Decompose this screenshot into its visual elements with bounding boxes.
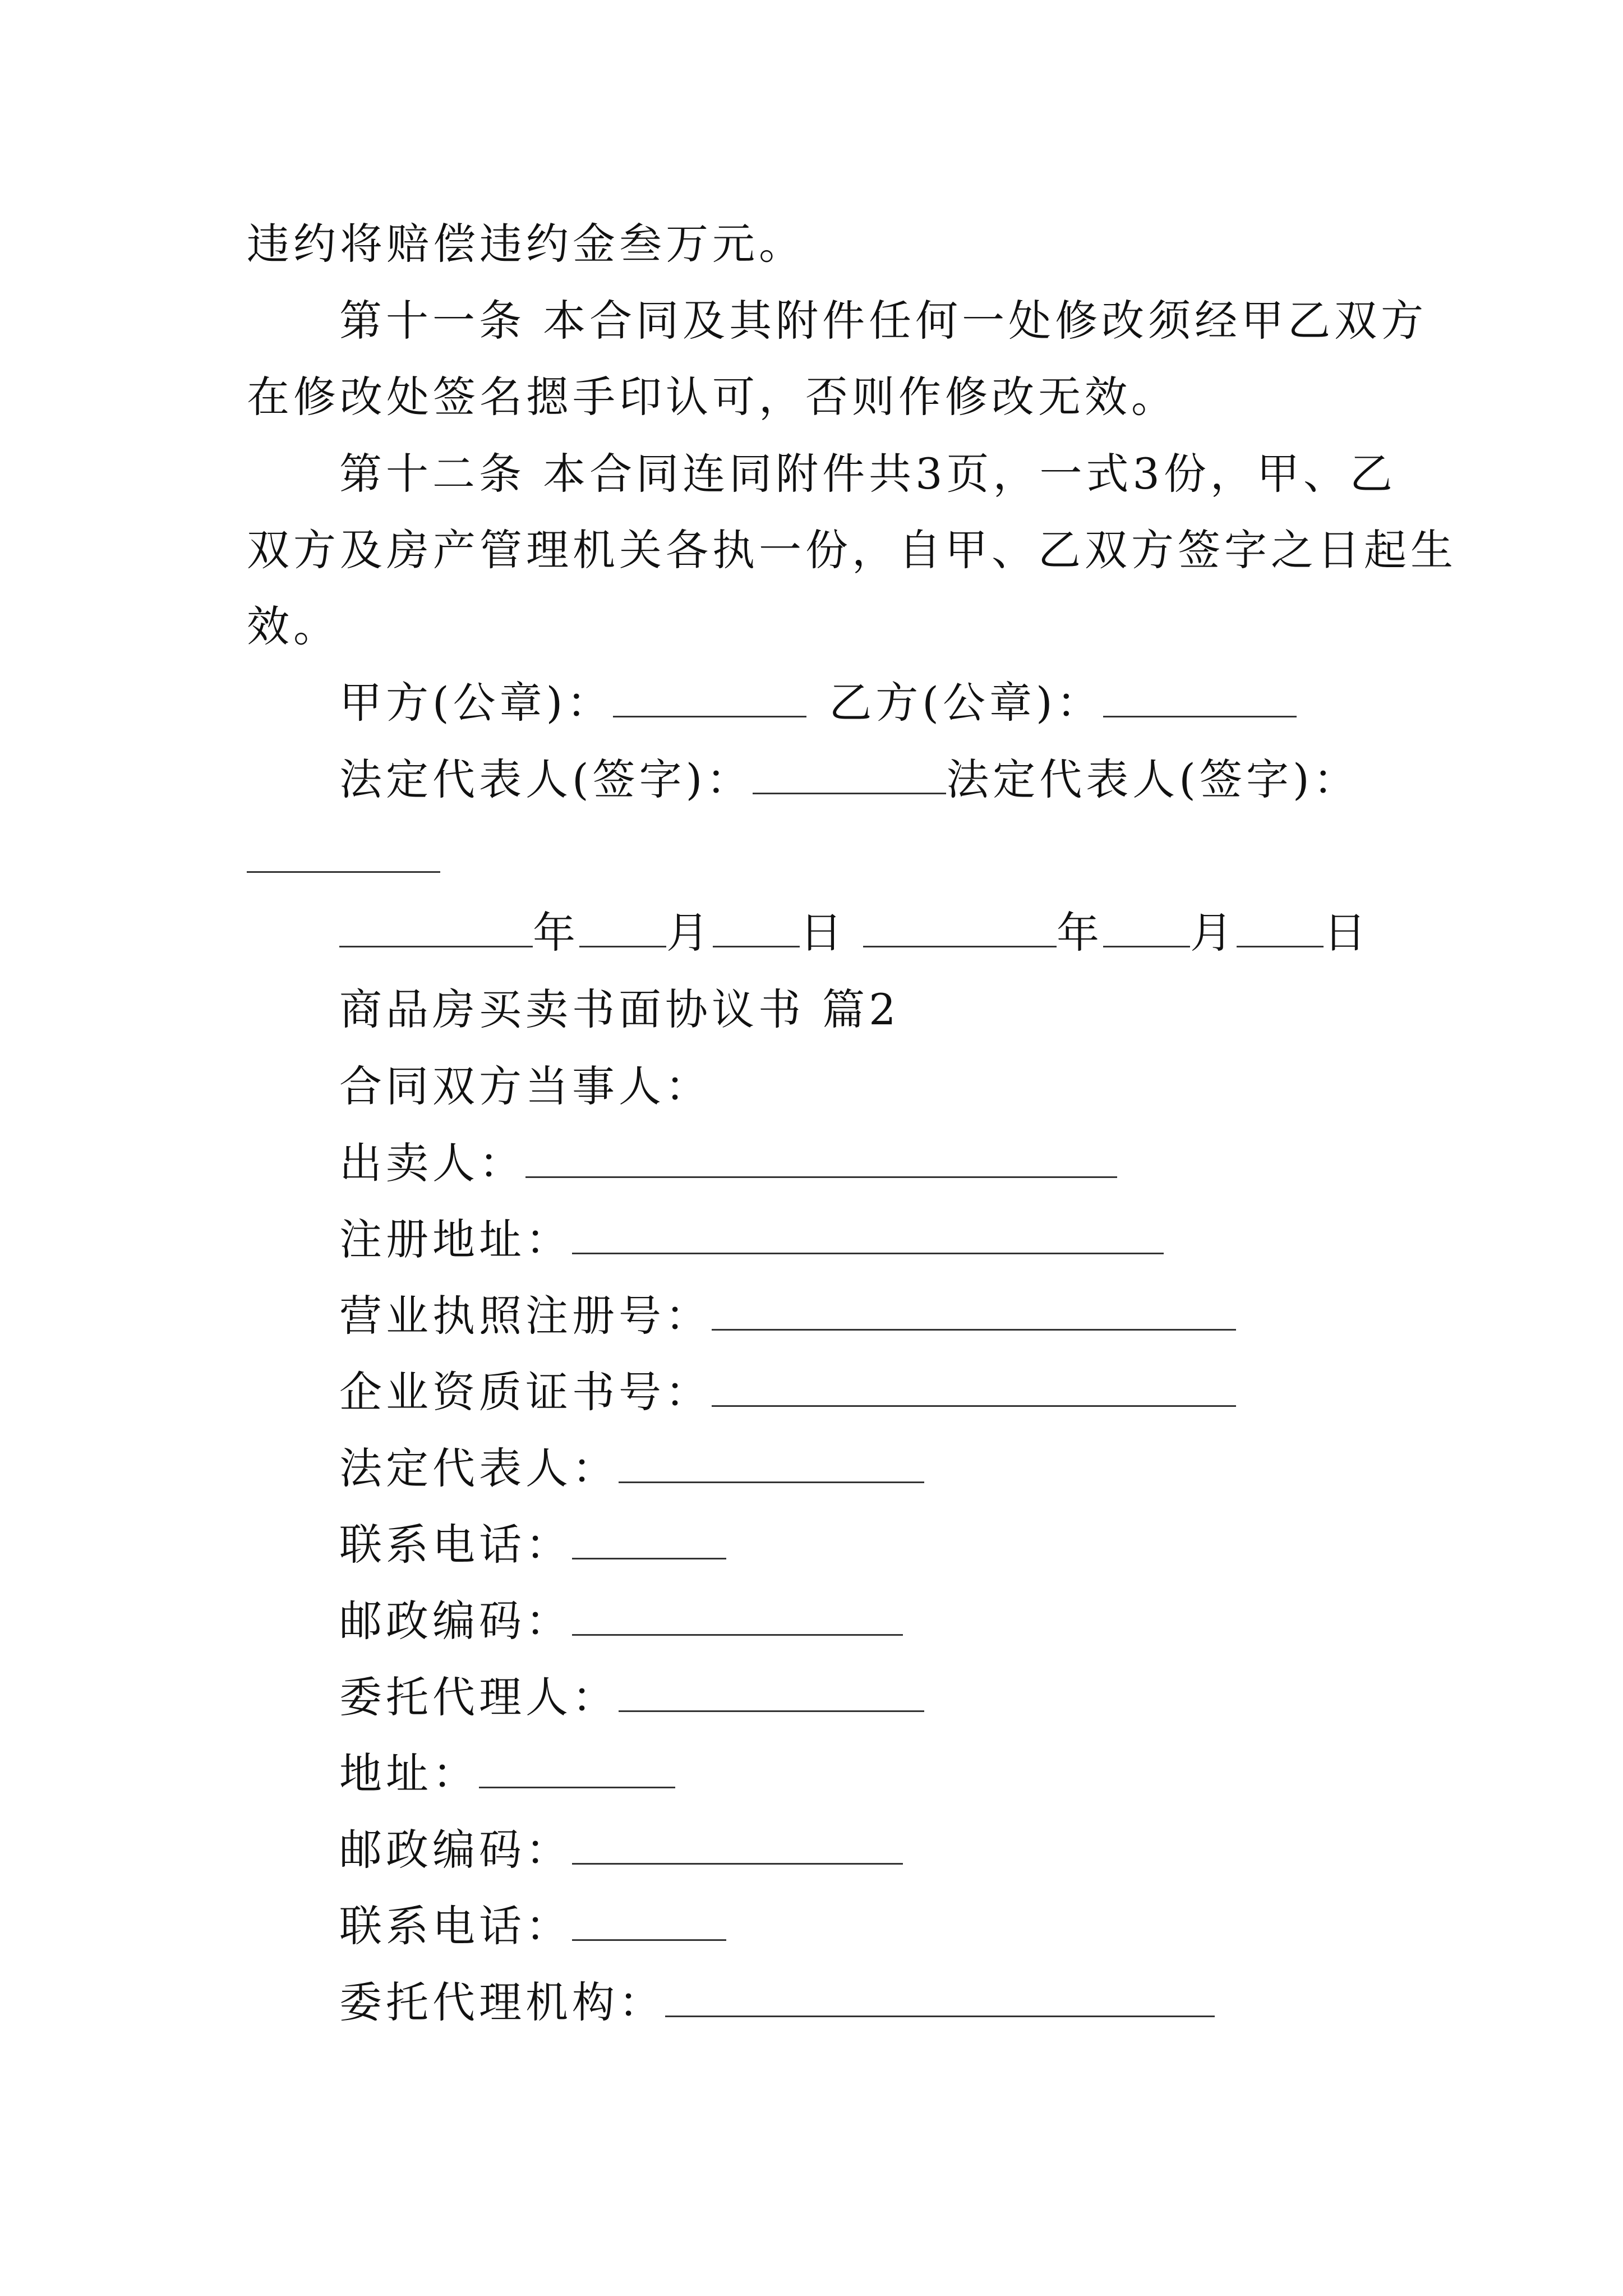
field-label: 委托代理人： [339, 1672, 619, 1722]
section-2-title: 商品房买卖书面协议书 篇2 [339, 984, 900, 1034]
month-blank-b[interactable] [1103, 911, 1190, 947]
article-11-line: 第十一条 本合同及其附件任何一处修改须经甲乙双方 [339, 296, 1428, 346]
legal-rep-b-blank[interactable] [247, 836, 440, 873]
day-label: 日 [1324, 908, 1370, 958]
day-blank-b[interactable] [1237, 911, 1324, 947]
legal-rep-row [339, 752, 1360, 808]
field-label: 邮政编码： [339, 1825, 572, 1875]
field-blank[interactable] [572, 1523, 726, 1559]
field-label: 地址： [339, 1749, 479, 1798]
legal-rep-b-label: 法定代表人(签字)： [946, 754, 1360, 804]
field-label: 联系电话： [339, 1901, 572, 1951]
field-postal-code-2 [339, 1822, 903, 1878]
field-agent [339, 1669, 924, 1726]
year-blank-b[interactable] [863, 911, 1057, 947]
field-address [339, 1746, 675, 1802]
seal-row [339, 675, 1297, 731]
month-blank-a[interactable] [579, 911, 666, 947]
field-label: 注册地址： [339, 1214, 572, 1264]
field-label: 委托代理机构： [339, 1977, 665, 2027]
field-agency [339, 1975, 1215, 2031]
field-blank[interactable] [572, 1828, 903, 1865]
party-a-seal-label: 甲方(公章)： [339, 678, 614, 728]
day-label: 日 [800, 908, 846, 958]
field-phone-2 [339, 1898, 726, 1954]
article-12-line: 第十二条 本合同连同附件共3页，一式3份，甲、乙 [339, 449, 1396, 499]
field-postal-code [339, 1593, 903, 1649]
field-blank[interactable] [665, 1981, 1215, 2017]
field-blank[interactable] [479, 1752, 675, 1788]
field-phone [339, 1517, 726, 1573]
paragraph-line: 效。 [247, 601, 340, 651]
field-label: 出卖人： [339, 1138, 525, 1188]
day-blank-a[interactable] [713, 911, 800, 947]
field-legal-representative [339, 1441, 924, 1497]
month-label: 月 [1190, 908, 1237, 958]
field-blank[interactable] [525, 1142, 1117, 1178]
date-row [339, 905, 1370, 961]
field-blank[interactable] [572, 1904, 726, 1941]
month-label: 月 [666, 908, 713, 958]
field-registered-address [339, 1212, 1164, 1268]
field-blank[interactable] [572, 1218, 1164, 1254]
field-label: 邮政编码： [339, 1596, 572, 1646]
year-blank-a[interactable] [339, 911, 533, 947]
field-label: 联系电话： [339, 1520, 572, 1570]
paragraph-line: 双方及房产管理机关各执一份，自甲、乙双方签字之日起生 [247, 525, 1457, 575]
field-blank[interactable] [712, 1294, 1236, 1331]
year-label: 年 [533, 908, 579, 958]
party-b-seal-label: 乙方(公章)： [829, 678, 1103, 728]
field-label: 企业资质证书号： [339, 1367, 712, 1417]
field-qualification-number [339, 1364, 1236, 1420]
parties-label: 合同双方当事人： [339, 1061, 712, 1111]
field-blank[interactable] [619, 1447, 924, 1483]
party-b-seal-blank[interactable] [1103, 681, 1297, 717]
legal-rep-a-label: 法定代表人(签字)： [339, 754, 753, 804]
field-label: 法定代表人： [339, 1443, 619, 1493]
paragraph-line: 违约将赔偿违约金叁万元。 [247, 219, 805, 269]
field-blank[interactable] [572, 1599, 903, 1636]
field-label: 营业执照注册号： [339, 1291, 712, 1341]
legal-rep-b-blank-row [247, 830, 440, 886]
field-license-number [339, 1288, 1236, 1344]
field-seller [339, 1135, 1117, 1191]
year-label: 年 [1057, 908, 1103, 958]
paragraph-line: 在修改处签名摁手印认可，否则作修改无效。 [247, 372, 1178, 422]
field-blank[interactable] [619, 1676, 924, 1712]
party-a-seal-blank[interactable] [613, 681, 806, 717]
field-blank[interactable] [712, 1370, 1236, 1407]
legal-rep-a-blank[interactable] [753, 758, 946, 794]
